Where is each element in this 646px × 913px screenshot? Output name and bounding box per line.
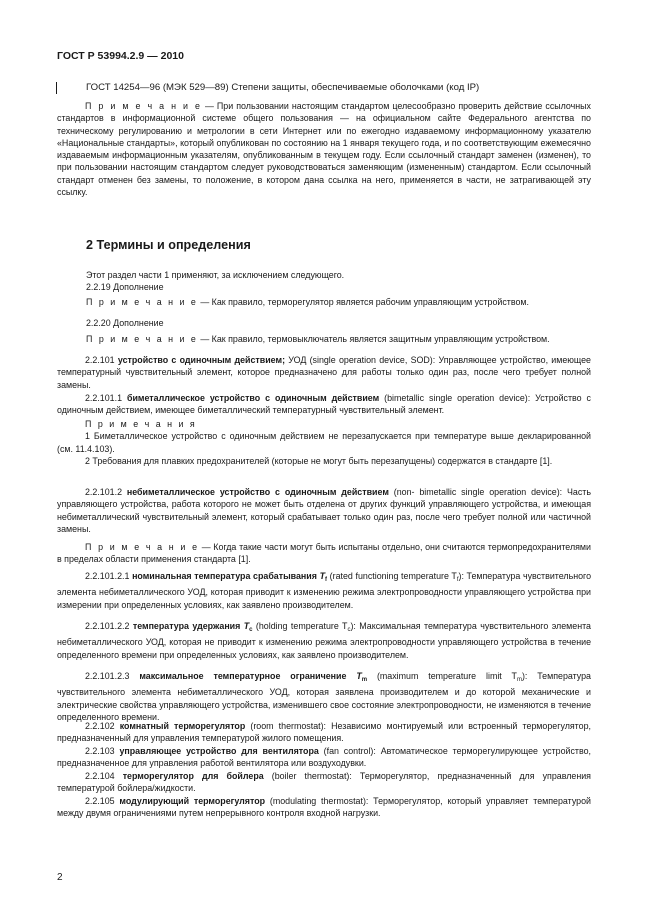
note-2-2-20-text: — Как правило, термовыключатель является защитным управляющим устройством. bbox=[197, 334, 550, 344]
note-text: — Когда такие части могут быть испытаны отдельно, они считаются термопредохранителями в пределах области применения стандарта [1]. bbox=[57, 542, 591, 565]
definition-2-2-103 bbox=[57, 745, 591, 770]
def-term: номинальная температура срабатывания bbox=[132, 571, 317, 581]
def-term: терморегулятор для бойлера bbox=[122, 771, 264, 781]
def-symbol-sub: f bbox=[456, 577, 459, 583]
def-number: 2.2.101.2.1 bbox=[85, 571, 133, 581]
def-text: (room thermostat): Независимо монтируемый или встроенный терморегулятор, предназначенный для управления температурой жилого помещения. bbox=[57, 721, 591, 744]
def-number: 2.2.104 bbox=[85, 771, 123, 781]
def-symbol-sub: m bbox=[361, 677, 368, 683]
def-text: (maximum temperature limit T bbox=[367, 671, 517, 681]
def-symbol-sub: c bbox=[347, 627, 351, 633]
def-text: (non- bimetallic single operation device): Часть управляющего устройства, работа которого не может быть отделена от других функций управляющего устройства, и имеющая небиметаллический чувствительный элемент, который срабатывает только один раз, после чего требует полной или частичной замены. bbox=[57, 487, 591, 534]
def-text: (modulating thermostat): Терморегулятор, который управляет температурой между двумя ограничениями путем непрерывного контроля входной нагрузки. bbox=[57, 796, 592, 819]
definition-2-2-102 bbox=[57, 720, 591, 745]
def-term: управляющее устройство для вентилятора bbox=[119, 746, 319, 756]
definition-2-2-101-2-3 bbox=[57, 670, 591, 723]
reference-line: ГОСТ 14254—96 (МЭК 529—89) Степени защиты, обеспечиваемые оболочками (код IP) bbox=[86, 82, 480, 93]
definition-2-2-101-2-2 bbox=[57, 620, 591, 661]
definition-2-2-101-2 bbox=[57, 486, 591, 535]
note-label: П р и м е ч а н и е bbox=[85, 101, 202, 111]
note-2-2-19 bbox=[86, 297, 529, 308]
def-number: 2.2.101.2 bbox=[85, 487, 127, 497]
def-symbol: T bbox=[319, 571, 326, 581]
item-2-2-20: 2.2.20 Дополнение bbox=[86, 318, 164, 328]
def-number: 2.2.103 bbox=[85, 746, 120, 756]
def-term: устройство с одиночным действием; bbox=[117, 355, 286, 365]
def-symbol-sub: m bbox=[516, 677, 522, 683]
def-text: (bimetallic single operation device): Устройство с одиночным действием, имеющее биметаллический температурный чувствительный элемент. bbox=[57, 393, 591, 416]
def-text: ): Температура чувствительного элемента небиметаллического УОД, которая заявлена производителем и до которой механические и электрические свойства управляющего устройства, изменившего свое состояние электропроводности, не изменяются в течение определенного времени. bbox=[57, 671, 591, 722]
note-2-2-20 bbox=[86, 334, 550, 345]
section-intro: Этот раздел части 1 применяют, за исключением следующего. bbox=[86, 270, 345, 280]
item-2-2-19: 2.2.19 Дополнение bbox=[86, 282, 164, 292]
def-text: (fan control): Автоматическое терморегулирующее устройство, предназначенное для управления работой вентилятора или воздуходувки. bbox=[57, 746, 592, 769]
def-term: температура удержания bbox=[132, 621, 241, 631]
def-text: (holding temperature T bbox=[252, 621, 348, 631]
note-2-2-101-2 bbox=[57, 541, 591, 566]
def-text: УОД (single operation device, SOD): Управляющее устройство, имеющее температурный чувствительный элемент, которое предназначено для работы только один раз, после чего требует полной замены. bbox=[57, 355, 591, 390]
definition-2-2-101-2-1 bbox=[57, 570, 591, 611]
change-bar bbox=[56, 82, 57, 94]
def-number: 2.2.101 bbox=[85, 355, 118, 365]
note-label: П р и м е ч а н и е bbox=[86, 297, 198, 307]
notes-2-2-101-1 bbox=[57, 418, 591, 467]
note-2-2-19-text: — Как правило, терморегулятор является рабочим управляющим устройством. bbox=[197, 297, 529, 307]
def-number: 2.2.102 bbox=[85, 721, 120, 731]
def-number: 2.2.105 bbox=[85, 796, 120, 806]
note-label: П р и м е ч а н и е bbox=[85, 542, 200, 552]
section-title: 2 Термины и определения bbox=[86, 238, 251, 252]
def-term: комнатный терморегулятор bbox=[119, 721, 246, 731]
intro-note-text: — При пользовании настоящим стандартом целесообразно проверить действие ссылочных стандартов в информационной системе общего пользования — на официальном сайте Федерального агентства по техническому регулированию и метрологии в сети Интернет или по ежегодно издаваемому информационному указателю «Национальные стандарты», который опубликован по состоянию на 1 января текущего года, и по соответствующим ежемесячно издаваемым информационным указателям, опубликованным в текущем году. Если ссылочный стандарт заменен (изменен), то при пользовании настоящим стандартом следует руководствоваться заменяющим (измененным) стандартом. Если ссылочный стандарт отменен без замены, то положение, в котором дана ссылка на него, применяется в части, не затрагивающей эту ссылку. bbox=[57, 101, 591, 198]
def-text: ): Максимальная температура чувствительного элемента небиметаллического УОД, которая не приводит к изменению режима электропроводности управляющего устройства в течение определенного времени при определенных условиях, как заявлено производителем. bbox=[57, 621, 591, 660]
note-item-1: 1 Биметаллическое устройство с одиночным действием не перезапускается при температуре выше декларированной (см. 11.4.103). bbox=[57, 431, 591, 454]
def-term: модулирующий терморегулятор bbox=[119, 796, 266, 806]
note-label: П р и м е ч а н и е bbox=[86, 334, 198, 344]
def-text: ): Температура чувствительного элемента небиметаллического УОД, которая приводит к изменению режима электропроводности управляющего устройства при измерении при определенных условиях, как заявлено производителем. bbox=[57, 571, 592, 610]
def-symbol-sub: f bbox=[325, 577, 328, 583]
def-number: 2.2.101.2.2 bbox=[85, 621, 133, 631]
page-number: 2 bbox=[57, 872, 63, 883]
def-symbol-sub: c bbox=[249, 627, 253, 633]
def-text: (boiler thermostat): Терморегулятор, предназначенный для управления температурой бойлера/жидкости. bbox=[57, 771, 591, 794]
def-text: (rated functioning temperature T bbox=[327, 571, 457, 581]
def-symbol: T bbox=[243, 621, 250, 631]
def-number: 2.2.101.1 bbox=[85, 393, 127, 403]
note-item-2: 2 Требования для плавких предохранителей (которые не могут быть перезапущены) содержатся в стандарте [1]. bbox=[85, 455, 553, 466]
def-term: биметаллическое устройство с одиночным действием bbox=[126, 393, 380, 403]
definition-2-2-101-1 bbox=[57, 392, 591, 417]
intro-note bbox=[57, 100, 591, 198]
def-term: небиметаллическое устройство с одиночным действием bbox=[126, 487, 389, 497]
def-term: максимальное температурное ограничение bbox=[139, 671, 347, 681]
definition-2-2-105 bbox=[57, 795, 591, 820]
standard-header: ГОСТ Р 53994.2.9 — 2010 bbox=[57, 50, 184, 62]
notes-label: П р и м е ч а н и я bbox=[85, 419, 197, 429]
def-number: 2.2.101.2.3 bbox=[85, 671, 140, 681]
def-symbol: T bbox=[356, 671, 362, 681]
definition-2-2-104 bbox=[57, 770, 591, 795]
definition-2-2-101 bbox=[57, 354, 591, 391]
